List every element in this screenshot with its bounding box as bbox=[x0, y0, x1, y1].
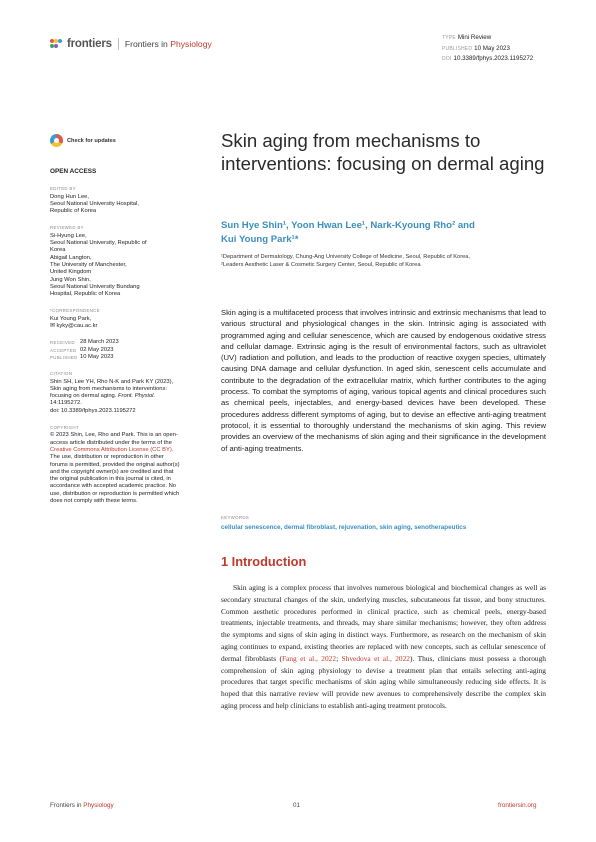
check-for-updates-button[interactable]: Check for updates bbox=[50, 134, 116, 147]
abstract: Skin aging is a multifaceted process that involves intrinsic and extrinsic mechanisms that lead to various structural and physiological changes in the skin. Intrinsic aging is associated with programmed aging and cellular senescence, which are caused by endogenous oxidative stress and cellular damage. Extrinsic aging is the result of environmental factors, such as ultraviolet (UV) radiation and pollution, and leads to the production of reactive oxygen species, ultimately causing DNA damage and cellular dysfunction. In aged skin, senescent cells accumulate and contribute to the degradation of the extracellular matrix, which further contributes to the aging process. To combat the symptoms of aging, various topical agents and clinical procedures such as chemical peels, injectables, and energy-based devices have been developed. These procedures address different symptoms of aging, but to devise an effective anti-aging treatment protocol, it is essential to thoroughly understand the mechanisms of skin aging. This review provides an overview of the mechanisms of skin aging and their significance in the development of anti-aging treatments. bbox=[221, 308, 546, 453]
cc-by-license-link[interactable]: Creative Commons Attribution License (CC BY). bbox=[50, 446, 174, 453]
reviewed-by: REVIEWED BY Si-Hyung Lee, Seoul National University, Republic of Korea Abigail Langton, The University of Manchester, United Kingdom Jung Won Shin, Seoul National University Bundang Hospital, Republic of Korea bbox=[50, 225, 147, 298]
author-list: Sun Hye Shin¹, Yoon Hwan Lee¹, Nark-Kyoung Rho² and Kui Young Park¹* bbox=[221, 220, 475, 245]
introduction-paragraph: Skin aging is a complex process that involves numerous biological and biochemical changes as well as secondary structural changes of the skin, underlying muscles, subcutaneous fat tissue, and bony structures. Common aesthetic procedures performed in clinical practice, such as chemical peels, energy-based treatments, injectable treatments, and threads, may share similar mechanisms; however, they often address the symptoms and signs of skin aging in distinct ways. Furthermore, as research on the mechanism of skin aging continues to expand, existing theories are replaced with new concepts, such as cellular senescence of dermal fibroblasts (Fang et al., 2022; Shvedova et al., 2022). Thus, clinicians must possess a thorough comprehension of skin aging physiology to devise a treatment plan that entails selecting anti-aging procedures that target specific mechanisms of skin aging while simultaneously reducing side effects. It is hoped that this narrative review will provide new avenues to comprehensively describe the complex skin aging process and help clinicians to establish anti-aging treatment protocols. bbox=[221, 583, 546, 710]
correspondence-email[interactable]: ✉ kyky@cau.ac.kr bbox=[50, 323, 98, 330]
header-divider bbox=[118, 38, 119, 50]
frontiers-logo-icon bbox=[50, 39, 63, 50]
copyright: COPYRIGHT © 2023 Shin, Lee, Rho and Park. This is an open-access article distributed under the terms of the Creative Commons Attribution License (CC BY). The use, distribution or reproduction in other forums is permitted, provided the original author(s) and the copyright owner(s) are credited and that the original publication in this journal is cited, in accordance with accepted academic practice. No use, distribution or reproduction is permitted which does not comply with these terms. bbox=[50, 425, 180, 504]
keywords: cellular senescence, dermal fibroblast, rejuvenation, skin aging, senotherapeutics bbox=[221, 524, 467, 531]
journal-header bbox=[50, 38, 212, 50]
article-title: Skin aging from mechanisms to interventions: focusing on dermal aging bbox=[221, 130, 545, 174]
brand-name[interactable]: frontiers bbox=[67, 38, 112, 50]
citation: CITATION Shin SH, Lee YH, Rho N-K and Park KY (2023), Skin aging from mechanisms to interventions: focusing on dermal aging. Front. Physiol. 14:1195272. doi: 10.3389/fphys.2023.1195272 bbox=[50, 371, 174, 414]
footer-journal: Frontiers in Physiology bbox=[50, 802, 114, 809]
keywords-label: KEYWORDS bbox=[221, 515, 250, 520]
open-access-label: OPEN ACCESS bbox=[50, 168, 97, 175]
affiliations: ¹Department of Dermatology, Chung-Ang University College of Medicine, Seoul, Republic of Korea, ²Leaders Aesthetic Laser & Cosmetic Surgery Center, Seoul, Republic of Korea bbox=[221, 254, 471, 268]
edited-by: EDITED BY Dong Hun Lee, Seoul National University Hospital, Republic of Korea bbox=[50, 186, 139, 215]
section-heading: 1 Introduction bbox=[221, 554, 307, 569]
citation-link[interactable]: Shvedova et al., 2022 bbox=[341, 653, 410, 663]
citation-link[interactable]: Fang et al., 2022 bbox=[281, 653, 337, 663]
article-meta: TYPE Mini Review PUBLISHED 10 May 2023 DOI 10.3389/fphys.2023.1195272 bbox=[442, 34, 534, 62]
dates: RECEIVED 28 March 2023 ACCEPTED 02 May 2023 PUBLISHED 10 May 2023 bbox=[50, 339, 119, 360]
update-badge-icon bbox=[50, 134, 63, 147]
footer-site-link[interactable]: frontiersin.org bbox=[498, 802, 537, 809]
correspondence: *CORRESPONDENCE Kui Young Park, ✉ kyky@cau.ac.kr bbox=[50, 307, 182, 330]
doi-link[interactable]: 10.3389/fphys.2023.1195272 bbox=[453, 55, 534, 62]
page-number: 01 bbox=[293, 802, 301, 809]
article-sidebar bbox=[50, 168, 182, 514]
journal-name: Frontiers in Physiology bbox=[124, 39, 212, 49]
